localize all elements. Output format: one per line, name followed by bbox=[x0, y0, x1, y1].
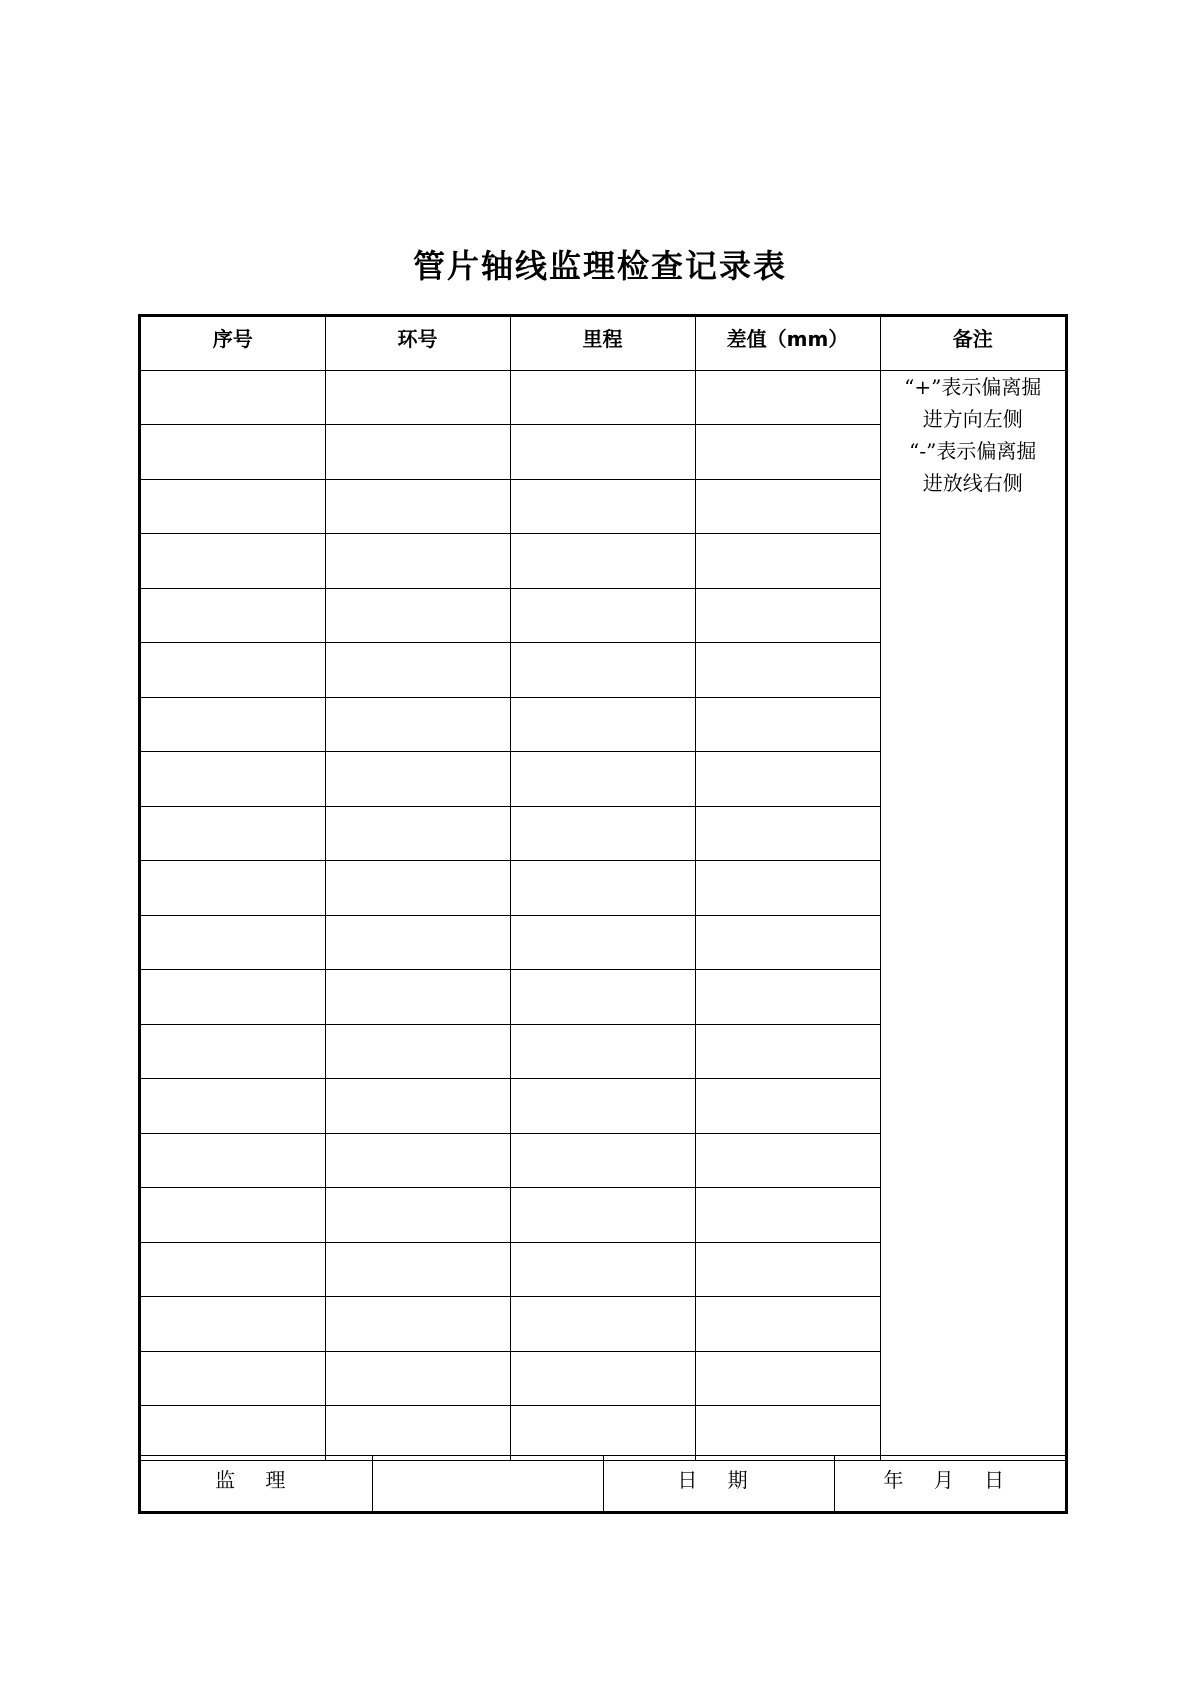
cell-difference[interactable] bbox=[695, 806, 880, 861]
cell-index[interactable] bbox=[141, 479, 325, 534]
cell-ring-number[interactable] bbox=[325, 1351, 510, 1406]
cell-index[interactable] bbox=[141, 970, 325, 1025]
cell-mileage[interactable] bbox=[510, 1024, 695, 1079]
cell-mileage[interactable] bbox=[510, 588, 695, 643]
cell-index[interactable] bbox=[141, 1133, 325, 1188]
cell-ring-number[interactable] bbox=[325, 534, 510, 589]
cell-ring-number[interactable] bbox=[325, 425, 510, 480]
cell-mileage[interactable] bbox=[510, 370, 695, 425]
cell-ring-number[interactable] bbox=[325, 752, 510, 807]
cell-difference[interactable] bbox=[695, 752, 880, 807]
cell-mileage[interactable] bbox=[510, 752, 695, 807]
header-ring-number: 环号 bbox=[325, 317, 510, 370]
signature-row bbox=[141, 1455, 1065, 1512]
table-row bbox=[141, 370, 1065, 425]
cell-ring-number[interactable] bbox=[325, 697, 510, 752]
cell-index[interactable] bbox=[141, 1188, 325, 1243]
cell-index[interactable] bbox=[141, 534, 325, 589]
cell-index[interactable] bbox=[141, 425, 325, 480]
cell-difference[interactable] bbox=[695, 370, 880, 425]
cell-ring-number[interactable] bbox=[325, 806, 510, 861]
cell-difference[interactable] bbox=[695, 1242, 880, 1297]
header-remarks: 备注 bbox=[880, 317, 1065, 370]
cell-index[interactable] bbox=[141, 643, 325, 698]
cell-difference[interactable] bbox=[695, 1297, 880, 1352]
record-sheet bbox=[138, 314, 1068, 1514]
cell-difference[interactable] bbox=[695, 1079, 880, 1134]
cell-mileage[interactable] bbox=[510, 806, 695, 861]
header-mileage: 里程 bbox=[510, 317, 695, 370]
cell-difference[interactable] bbox=[695, 1188, 880, 1243]
cell-mileage[interactable] bbox=[510, 970, 695, 1025]
cell-ring-number[interactable] bbox=[325, 1024, 510, 1079]
header-index: 序号 bbox=[141, 317, 325, 370]
cell-mileage[interactable] bbox=[510, 425, 695, 480]
remark-line: 进放线右侧 bbox=[922, 470, 1023, 495]
cell-ring-number[interactable] bbox=[325, 1406, 510, 1461]
cell-ring-number[interactable] bbox=[325, 1188, 510, 1243]
cell-mileage[interactable] bbox=[510, 1188, 695, 1243]
cell-index[interactable] bbox=[141, 861, 325, 916]
cell-ring-number[interactable] bbox=[325, 1297, 510, 1352]
cell-index[interactable] bbox=[141, 806, 325, 861]
cell-mileage[interactable] bbox=[510, 1406, 695, 1461]
cell-index[interactable] bbox=[141, 588, 325, 643]
cell-ring-number[interactable] bbox=[325, 643, 510, 698]
cell-mileage[interactable] bbox=[510, 697, 695, 752]
cell-difference[interactable] bbox=[695, 588, 880, 643]
header-difference: 差值（mm） bbox=[695, 317, 880, 370]
cell-ring-number[interactable] bbox=[325, 1242, 510, 1297]
cell-index[interactable] bbox=[141, 370, 325, 425]
cell-index[interactable] bbox=[141, 1406, 325, 1461]
cell-index[interactable] bbox=[141, 915, 325, 970]
cell-index[interactable] bbox=[141, 1297, 325, 1352]
cell-mileage[interactable] bbox=[510, 1297, 695, 1352]
cell-mileage[interactable] bbox=[510, 1242, 695, 1297]
cell-mileage[interactable] bbox=[510, 479, 695, 534]
header-row bbox=[141, 317, 1065, 370]
cell-ring-number[interactable] bbox=[325, 861, 510, 916]
cell-difference[interactable] bbox=[695, 534, 880, 589]
cell-difference[interactable] bbox=[695, 425, 880, 480]
remarks-cell bbox=[880, 370, 1065, 1460]
cell-mileage[interactable] bbox=[510, 643, 695, 698]
cell-index[interactable] bbox=[141, 1351, 325, 1406]
cell-difference[interactable] bbox=[695, 915, 880, 970]
remark-line: “+”表示偏离掘 bbox=[904, 374, 1042, 399]
cell-difference[interactable] bbox=[695, 479, 880, 534]
cell-ring-number[interactable] bbox=[325, 479, 510, 534]
cell-mileage[interactable] bbox=[510, 1351, 695, 1406]
cell-ring-number[interactable] bbox=[325, 915, 510, 970]
cell-difference[interactable] bbox=[695, 1133, 880, 1188]
date-label: 日 期 bbox=[603, 1455, 834, 1511]
cell-difference[interactable] bbox=[695, 970, 880, 1025]
cell-difference[interactable] bbox=[695, 643, 880, 698]
cell-index[interactable] bbox=[141, 697, 325, 752]
cell-mileage[interactable] bbox=[510, 861, 695, 916]
cell-difference[interactable] bbox=[695, 1406, 880, 1461]
remark-line: “-”表示偏离掘 bbox=[909, 438, 1037, 463]
cell-index[interactable] bbox=[141, 1242, 325, 1297]
cell-ring-number[interactable] bbox=[325, 970, 510, 1025]
cell-difference[interactable] bbox=[695, 697, 880, 752]
cell-ring-number[interactable] bbox=[325, 1133, 510, 1188]
cell-ring-number[interactable] bbox=[325, 588, 510, 643]
cell-difference[interactable] bbox=[695, 1024, 880, 1079]
date-field[interactable]: 年 月 日 bbox=[834, 1455, 1065, 1511]
cell-mileage[interactable] bbox=[510, 1133, 695, 1188]
supervisor-signature-field[interactable] bbox=[372, 1455, 603, 1511]
remark-line: 进方向左侧 bbox=[922, 406, 1023, 431]
cell-mileage[interactable] bbox=[510, 915, 695, 970]
record-table bbox=[141, 317, 1065, 1461]
cell-mileage[interactable] bbox=[510, 534, 695, 589]
cell-index[interactable] bbox=[141, 752, 325, 807]
cell-mileage[interactable] bbox=[510, 1079, 695, 1134]
page-title: 管片轴线监理检查记录表 bbox=[412, 247, 787, 285]
cell-difference[interactable] bbox=[695, 1351, 880, 1406]
supervisor-label: 监 理 bbox=[141, 1455, 372, 1511]
cell-ring-number[interactable] bbox=[325, 370, 510, 425]
cell-ring-number[interactable] bbox=[325, 1079, 510, 1134]
cell-index[interactable] bbox=[141, 1024, 325, 1079]
cell-index[interactable] bbox=[141, 1079, 325, 1134]
cell-difference[interactable] bbox=[695, 861, 880, 916]
